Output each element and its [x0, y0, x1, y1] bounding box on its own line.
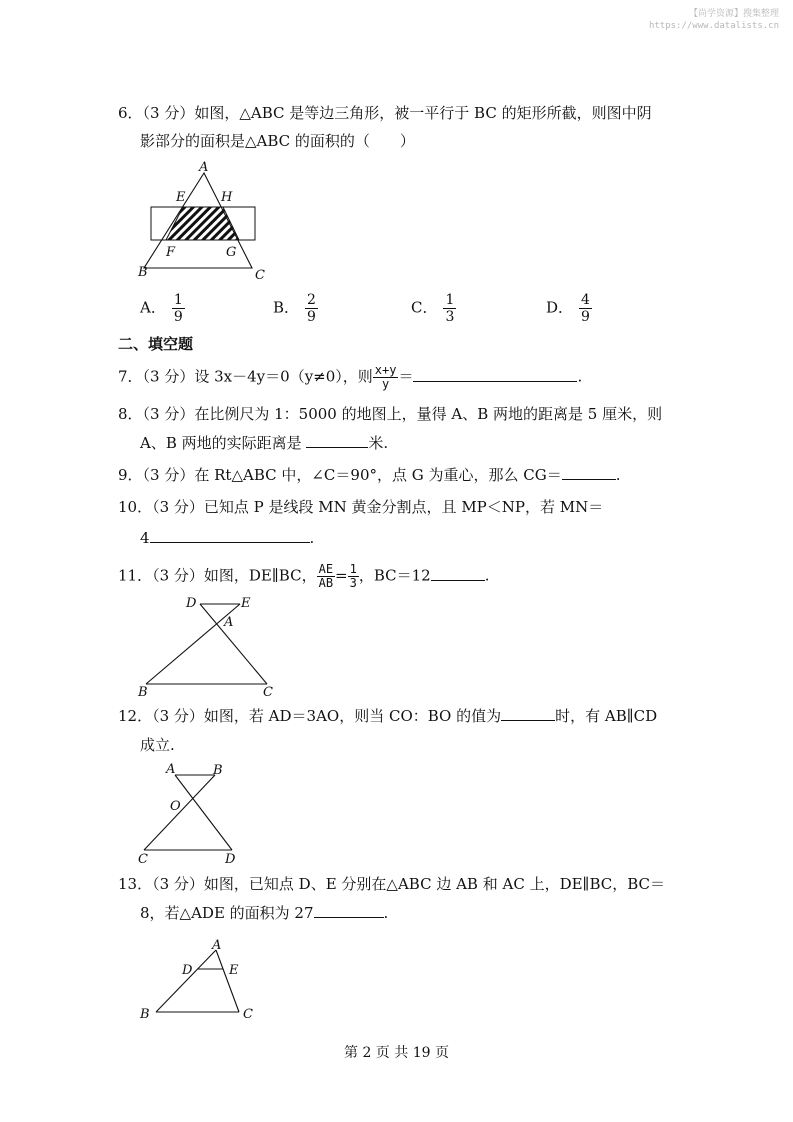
q13-label-E: E — [229, 963, 239, 978]
q11-label-D: D — [186, 596, 197, 611]
section-title: 二、填空题 — [118, 335, 194, 353]
q12-line2: 成立. — [140, 736, 175, 754]
watermark-line2: https://www.datalists.cn — [648, 21, 779, 31]
q6-option-c: C． $\frac{1}{3}$ — [411, 292, 455, 325]
q6-option-b: B． $\frac{2}{9}$ — [273, 292, 316, 325]
q10-line1: 10．（3 分）已知点 P 是线段 MN 黄金分割点，且 MP＜NP，若 MN＝ — [118, 498, 604, 516]
q13-label-D: D — [182, 963, 193, 978]
q8-line2: A、B 两地的实际距离是 米. — [140, 434, 389, 452]
q12-label-O: O — [170, 799, 181, 814]
q13-label-C: C — [243, 1007, 253, 1022]
q12-figure — [134, 760, 244, 870]
q9-line: 9．（3 分）在 Rt△ABC 中，∠C＝90°，点 G 为重心，那么 CG＝ . — [118, 466, 621, 484]
q7-line: 7．（3 分）设 3x－4y＝0（y≠0），则 $\frac{x+y}{y}$ ＝ . — [118, 363, 583, 391]
q6-shaded-region — [166, 207, 239, 240]
q13-answer-blank[interactable] — [314, 903, 384, 918]
q12-label-A: A — [166, 762, 176, 777]
q6-option-a: A． $\frac{1}{9}$ — [140, 292, 183, 325]
q6-label-A: A — [199, 160, 209, 175]
q11-label-E: E — [241, 596, 251, 611]
q12-label-B: B — [213, 763, 223, 778]
q9-answer-blank[interactable] — [562, 465, 616, 480]
q11-label-B: B — [138, 685, 148, 700]
q6-label-E: E — [176, 190, 186, 205]
q12-line1: 12．（3 分）如图，若 AD＝3AO，则当 CO：BO 的值为 时，有 AB∥CD — [118, 707, 658, 725]
q10-line2: 4 . — [140, 529, 315, 547]
q13-label-B: B — [140, 1007, 150, 1022]
q11-answer-blank[interactable] — [431, 566, 485, 581]
q6-line2: 影部分的面积是△ABC 的面积的（ ） — [140, 132, 415, 150]
q11-label-A: A — [224, 615, 234, 630]
q10-answer-blank[interactable] — [150, 528, 310, 543]
q13-figure — [134, 936, 264, 1028]
q6-line1: 6．（3 分）如图，△ABC 是等边三角形，被一平行于 BC 的矩形所截，则图中阴 — [118, 104, 652, 122]
q13-line1: 13．（3 分）如图，已知点 D、E 分别在△ABC 边 AB 和 AC 上，DE∥BC，BC＝ — [118, 875, 666, 893]
q11-line: 11．（3 分）如图，DE∥BC， $\frac{AE}{AB}$ = $\frac{1}{3}$ ，BC＝12 . — [118, 562, 490, 590]
q11-figure — [134, 592, 284, 702]
q12-label-C: C — [138, 852, 148, 867]
q12-answer-blank[interactable] — [501, 706, 555, 721]
page-footer: 第 2 页 共 19 页 — [344, 1045, 449, 1061]
q6-label-C: C — [255, 268, 265, 283]
q6-figure — [130, 158, 280, 286]
q8-line1: 8．（3 分）在比例尺为 1：5000 的地图上，量得 A、B 两地的距离是 5 厘米，则 — [118, 405, 663, 423]
q6-label-B: B — [138, 265, 148, 280]
q6-label-G: G — [226, 245, 237, 260]
q11-label-C: C — [263, 685, 273, 700]
q6-label-F: F — [166, 245, 176, 260]
q7-answer-blank[interactable] — [413, 367, 577, 382]
watermark — [539, 8, 779, 32]
q8-answer-blank[interactable] — [306, 433, 368, 448]
q6-label-H: H — [221, 190, 233, 205]
watermark-line1: 【尚学资源】搜集整理 — [688, 9, 779, 19]
q6-option-d: D． $\frac{4}{9}$ — [546, 292, 590, 325]
q13-line2: 8，若△ADE 的面积为 27 . — [140, 904, 389, 922]
q13-label-A: A — [212, 938, 222, 953]
q12-label-D: D — [225, 852, 236, 867]
